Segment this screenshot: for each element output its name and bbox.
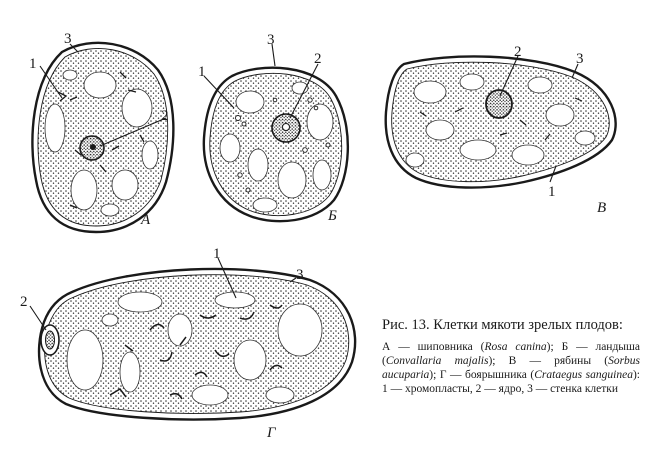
cell-g-nucleus [41,325,59,355]
callout-g-2: 2 [20,294,28,310]
cell-v-nucleus [486,90,512,118]
caption-legend-2: 2 — ядро, [475,383,528,395]
callout-v-3: 3 [576,51,584,67]
caption-item-a: А — шиповника (Rosa canina); [382,341,562,353]
caption-legend-1: 1 — хромопласты, [382,383,476,395]
panel-letter-b: Б [328,208,337,224]
caption-item-v: В — рябины (Sorbus aucuparia); [382,355,641,381]
callout-b-3: 3 [267,32,275,48]
callout-g-1: 1 [213,246,221,262]
callout-g-3: 3 [296,267,304,283]
cell-b-nucleus [272,114,300,142]
panel-letter-g: Г [267,425,276,441]
figure-caption [382,316,640,396]
cell-a [32,43,173,232]
callout-v-1: 1 [548,184,556,200]
caption-item-b: Б — ландыша (Convallaria majalis); [382,341,640,367]
callout-v-2: 2 [514,44,522,60]
cell-a-nucleus [80,136,104,160]
callout-a-1: 1 [29,56,37,72]
caption-title: Рис. 13. Клетки мякоти зрелых плодов: [382,317,623,333]
callout-b-2: 2 [314,51,322,67]
cell-v [386,56,616,187]
callout-b-1: 1 [198,64,206,80]
caption-item-g: Г — боярышника (Crataegus sanguinea): [439,369,640,381]
cell-b [204,68,348,221]
caption-legend-3: 3 — стенка клетки [527,383,619,395]
panel-letter-v: В [597,200,607,216]
callout-a-2: 2 [161,108,169,124]
cell-g [39,269,355,420]
panel-letter-a: А [141,212,151,228]
callout-a-3: 3 [64,31,72,47]
caption-body [382,340,640,396]
